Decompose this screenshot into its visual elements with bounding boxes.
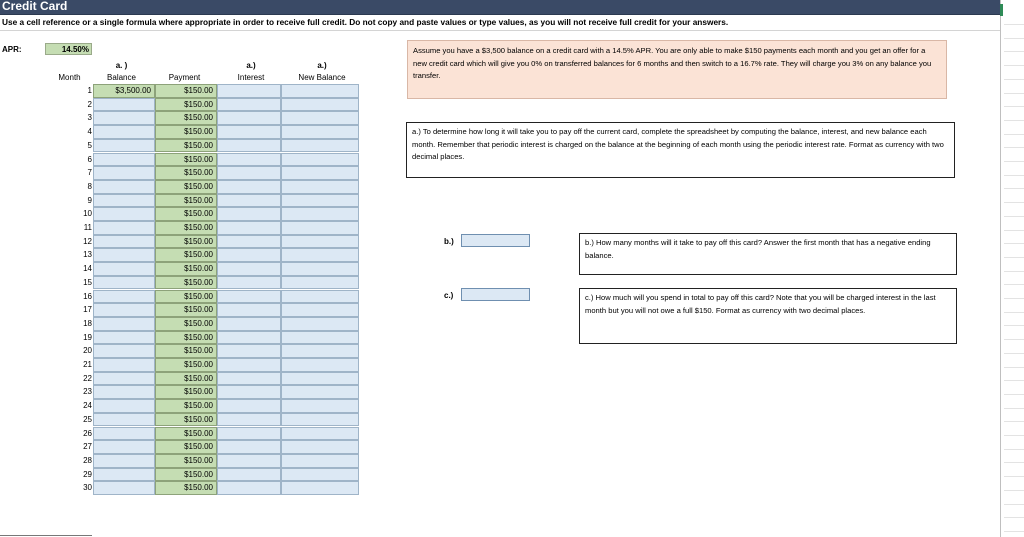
payment-cell[interactable]: $150.00 <box>155 358 217 372</box>
interest-cell[interactable] <box>217 194 281 208</box>
balance-cell[interactable] <box>93 262 155 276</box>
new-balance-cell[interactable] <box>281 153 359 167</box>
balance-header: Balance <box>107 73 136 82</box>
gridline <box>1004 449 1024 450</box>
interest-part-label: a.) <box>246 61 256 70</box>
interest-cell[interactable] <box>217 454 281 468</box>
sheet-title: Credit Card <box>2 0 68 13</box>
interest-cell[interactable] <box>217 331 281 345</box>
payment-cell[interactable]: $150.00 <box>155 262 217 276</box>
gridline <box>1004 175 1024 176</box>
question-a-box: a.) To determine how long it will take you to pay off the current card, complete the spreadsheet by computing the balance, interest, and new balance each month. Remember that periodic interest is charged on the balance at the beginning of each month using the periodic interest rate. Format as currency with two decimal places. <box>406 122 955 178</box>
gridline <box>1004 325 1024 326</box>
divider <box>0 30 1000 31</box>
answer-c-label: c.) <box>444 291 454 300</box>
new-balance-cell[interactable] <box>281 262 359 276</box>
month-number: 2 <box>87 99 92 109</box>
month-number: 30 <box>83 483 92 493</box>
payment-cell[interactable]: $150.00 <box>155 84 217 98</box>
apr-input-cell[interactable]: 14.50% <box>45 43 92 55</box>
payment-cell[interactable]: $150.00 <box>155 207 217 221</box>
amortization-table <box>93 84 359 495</box>
interest-cell[interactable] <box>217 262 281 276</box>
interest-cell[interactable] <box>217 385 281 399</box>
gridline <box>1004 462 1024 463</box>
gridline <box>1004 517 1024 518</box>
month-number: 14 <box>83 264 92 274</box>
month-number: 6 <box>87 154 92 164</box>
new-balance-cell[interactable] <box>281 303 359 317</box>
payment-cell[interactable]: $150.00 <box>155 481 217 495</box>
payment-cell[interactable]: $150.00 <box>155 139 217 153</box>
balance-cell[interactable] <box>93 166 155 180</box>
gridline <box>1004 120 1024 121</box>
payment-cell[interactable]: $150.00 <box>155 317 217 331</box>
balance-cell[interactable] <box>93 440 155 454</box>
payment-cell[interactable]: $150.00 <box>155 468 217 482</box>
payment-cell[interactable]: $150.00 <box>155 180 217 194</box>
interest-cell[interactable] <box>217 166 281 180</box>
new-balance-cell[interactable] <box>281 221 359 235</box>
gridline <box>1004 476 1024 477</box>
interest-cell[interactable] <box>217 221 281 235</box>
balance-cell[interactable] <box>93 331 155 345</box>
balance-cell[interactable] <box>93 125 155 139</box>
gridline <box>1004 134 1024 135</box>
month-number: 16 <box>83 291 92 301</box>
gridline <box>1004 531 1024 532</box>
balance-cell[interactable] <box>93 454 155 468</box>
balance-cell[interactable] <box>93 372 155 386</box>
payment-header: Payment <box>168 73 201 82</box>
balance-cell[interactable] <box>93 303 155 317</box>
new-balance-cell[interactable] <box>281 344 359 358</box>
payment-cell[interactable]: $150.00 <box>155 454 217 468</box>
balance-cell[interactable] <box>93 207 155 221</box>
month-number: 24 <box>83 401 92 411</box>
gridline <box>1004 106 1024 107</box>
interest-cell[interactable] <box>217 440 281 454</box>
month-header: Month <box>58 73 81 82</box>
gridline <box>1004 38 1024 39</box>
month-number: 19 <box>83 332 92 342</box>
balance-cell[interactable] <box>93 481 155 495</box>
interest-cell[interactable] <box>217 84 281 98</box>
balance-cell[interactable] <box>93 358 155 372</box>
month-number: 10 <box>83 209 92 219</box>
interest-cell[interactable] <box>217 139 281 153</box>
month-number: 25 <box>83 414 92 424</box>
month-number: 20 <box>83 346 92 356</box>
interest-cell[interactable] <box>217 413 281 427</box>
balance-cell[interactable] <box>93 98 155 112</box>
answer-c-input[interactable] <box>461 288 530 301</box>
new-balance-cell[interactable] <box>281 125 359 139</box>
new-balance-cell[interactable] <box>281 139 359 153</box>
gridline <box>1004 435 1024 436</box>
new-balance-cell[interactable] <box>281 317 359 331</box>
balance-cell[interactable] <box>93 290 155 304</box>
gridline <box>1004 161 1024 162</box>
new-balance-cell[interactable] <box>281 290 359 304</box>
balance-cell[interactable] <box>93 413 155 427</box>
interest-cell[interactable] <box>217 111 281 125</box>
interest-header: Interest <box>237 73 265 82</box>
payment-cell[interactable]: $150.00 <box>155 413 217 427</box>
question-b-box: b.) How many months will it take to pay off this card? Answer the first month that has a negative ending balance. <box>579 233 957 275</box>
payment-cell[interactable]: $150.00 <box>155 248 217 262</box>
divider <box>0 535 92 536</box>
interest-cell[interactable] <box>217 290 281 304</box>
new-balance-cell[interactable] <box>281 427 359 441</box>
new-balance-cell[interactable] <box>281 358 359 372</box>
payment-cell[interactable]: $150.00 <box>155 399 217 413</box>
balance-cell[interactable] <box>93 385 155 399</box>
payment-cell[interactable]: $150.00 <box>155 166 217 180</box>
interest-cell[interactable] <box>217 344 281 358</box>
interest-cell[interactable] <box>217 317 281 331</box>
balance-cell[interactable] <box>93 468 155 482</box>
selection-marker <box>1000 4 1003 16</box>
gridline <box>1004 490 1024 491</box>
new-balance-cell[interactable] <box>281 385 359 399</box>
month-number: 8 <box>87 181 92 191</box>
payment-cell[interactable]: $150.00 <box>155 235 217 249</box>
balance-cell[interactable] <box>93 139 155 153</box>
balance-cell[interactable] <box>93 317 155 331</box>
balance-cell[interactable] <box>93 194 155 208</box>
gridline <box>1004 93 1024 94</box>
interest-cell[interactable] <box>217 481 281 495</box>
month-number: 29 <box>83 469 92 479</box>
balance-cell[interactable] <box>93 276 155 290</box>
interest-cell[interactable] <box>217 98 281 112</box>
payment-cell[interactable]: $150.00 <box>155 111 217 125</box>
scenario-box: Assume you have a $3,500 balance on a credit card with a 14.5% APR. You are only able to make $150 payments each month and you get an offer for a new credit card which will give you 0% on transferred balances for 6 months and then switch to a 16.7% rate. They will charge you 3% on any balance you transfer. <box>407 40 947 99</box>
gridline <box>1004 230 1024 231</box>
new-balance-cell[interactable] <box>281 413 359 427</box>
new-balance-cell[interactable] <box>281 194 359 208</box>
instructions-text: Use a cell reference or a single formula where appropriate in order to receive full credit. Do not copy and paste values or type values, as you will not receive full credit for your answers. <box>2 17 729 27</box>
new-balance-cell[interactable] <box>281 111 359 125</box>
answer-b-label: b.) <box>444 237 454 246</box>
month-number: 3 <box>87 113 92 123</box>
month-number: 11 <box>83 223 92 232</box>
gridline <box>1004 408 1024 409</box>
month-number: 27 <box>83 442 92 452</box>
interest-cell[interactable] <box>217 427 281 441</box>
month-number: 18 <box>83 318 92 328</box>
interest-cell[interactable] <box>217 468 281 482</box>
new-balance-cell[interactable] <box>281 468 359 482</box>
gridline <box>1004 257 1024 258</box>
payment-cell[interactable]: $150.00 <box>155 153 217 167</box>
balance-cell[interactable] <box>93 248 155 262</box>
gridline <box>1004 147 1024 148</box>
new-balance-cell[interactable] <box>281 235 359 249</box>
payment-cell[interactable]: $150.00 <box>155 427 217 441</box>
month-number: 13 <box>83 250 92 260</box>
interest-cell[interactable] <box>217 399 281 413</box>
month-number: 4 <box>87 127 92 137</box>
payment-cell[interactable]: $150.00 <box>155 303 217 317</box>
gridline <box>1004 367 1024 368</box>
new-balance-cell[interactable] <box>281 166 359 180</box>
gridline <box>1004 380 1024 381</box>
new-balance-part-label: a.) <box>317 61 327 70</box>
gridline <box>1004 188 1024 189</box>
gridline <box>1004 394 1024 395</box>
gridline <box>1004 298 1024 299</box>
balance-cell[interactable] <box>93 235 155 249</box>
payment-cell[interactable]: $150.00 <box>155 221 217 235</box>
sheet-right-border <box>1000 0 1001 537</box>
interest-cell[interactable] <box>217 180 281 194</box>
new-balance-cell[interactable] <box>281 372 359 386</box>
new-balance-cell[interactable] <box>281 481 359 495</box>
payment-cell[interactable]: $150.00 <box>155 125 217 139</box>
balance-cell[interactable] <box>93 111 155 125</box>
gridline <box>1004 202 1024 203</box>
gridline <box>1004 79 1024 80</box>
interest-cell[interactable] <box>217 153 281 167</box>
balance-cell[interactable] <box>93 180 155 194</box>
month-number: 22 <box>83 373 92 383</box>
gridline <box>1004 24 1024 25</box>
payment-cell[interactable]: $150.00 <box>155 344 217 358</box>
new-balance-cell[interactable] <box>281 180 359 194</box>
gridline <box>1004 504 1024 505</box>
sheet-title-bar <box>0 0 1000 15</box>
new-balance-cell[interactable] <box>281 84 359 98</box>
balance-cell[interactable] <box>93 153 155 167</box>
gridline <box>1004 353 1024 354</box>
answer-b-input[interactable] <box>461 234 530 247</box>
payment-cell[interactable]: $150.00 <box>155 194 217 208</box>
interest-cell[interactable] <box>217 372 281 386</box>
interest-cell[interactable] <box>217 125 281 139</box>
balance-cell[interactable] <box>93 221 155 235</box>
interest-cell[interactable] <box>217 248 281 262</box>
gridline <box>1004 216 1024 217</box>
question-c-box: c.) How much will you spend in total to pay off this card? Note that you will be charged interest in the last month but you will not owe a full $150. Format as currency with two decimal places. <box>579 288 957 344</box>
new-balance-cell[interactable] <box>281 276 359 290</box>
interest-cell[interactable] <box>217 276 281 290</box>
balance-part-label: a. ) <box>115 61 128 70</box>
month-number: 1 <box>87 86 92 95</box>
new-balance-cell[interactable] <box>281 399 359 413</box>
month-number: 7 <box>87 168 92 178</box>
payment-cell[interactable]: $150.00 <box>155 440 217 454</box>
payment-cell[interactable]: $150.00 <box>155 372 217 386</box>
new-balance-cell[interactable] <box>281 248 359 262</box>
gridline <box>1004 284 1024 285</box>
balance-cell[interactable] <box>93 399 155 413</box>
interest-cell[interactable] <box>217 207 281 221</box>
payment-cell[interactable]: $150.00 <box>155 276 217 290</box>
month-number: 17 <box>83 305 92 315</box>
month-number: 15 <box>83 277 92 287</box>
month-number: 26 <box>83 428 92 438</box>
payment-cell[interactable]: $150.00 <box>155 331 217 345</box>
gridline <box>1004 271 1024 272</box>
new-balance-header: New Balance <box>298 73 346 82</box>
gridline <box>1004 243 1024 244</box>
new-balance-cell[interactable] <box>281 98 359 112</box>
new-balance-cell[interactable] <box>281 207 359 221</box>
gridline <box>1004 65 1024 66</box>
interest-cell[interactable] <box>217 358 281 372</box>
balance-cell[interactable] <box>93 344 155 358</box>
month-number: 5 <box>87 140 92 150</box>
interest-cell[interactable] <box>217 235 281 249</box>
new-balance-cell[interactable] <box>281 440 359 454</box>
month-number: 28 <box>83 455 92 465</box>
gridline <box>1004 339 1024 340</box>
balance-cell[interactable]: $3,500.00 <box>93 84 155 98</box>
month-number: 9 <box>87 195 92 205</box>
gridline <box>1004 51 1024 52</box>
new-balance-cell[interactable] <box>281 454 359 468</box>
payment-cell[interactable]: $150.00 <box>155 290 217 304</box>
payment-cell[interactable]: $150.00 <box>155 98 217 112</box>
new-balance-cell[interactable] <box>281 331 359 345</box>
gridline <box>1004 312 1024 313</box>
month-number: 23 <box>83 387 92 397</box>
interest-cell[interactable] <box>217 303 281 317</box>
gridline <box>1004 421 1024 422</box>
month-number: 21 <box>83 360 92 369</box>
balance-cell[interactable] <box>93 427 155 441</box>
month-number: 12 <box>83 236 92 246</box>
payment-cell[interactable]: $150.00 <box>155 385 217 399</box>
apr-label: APR: <box>2 45 22 54</box>
